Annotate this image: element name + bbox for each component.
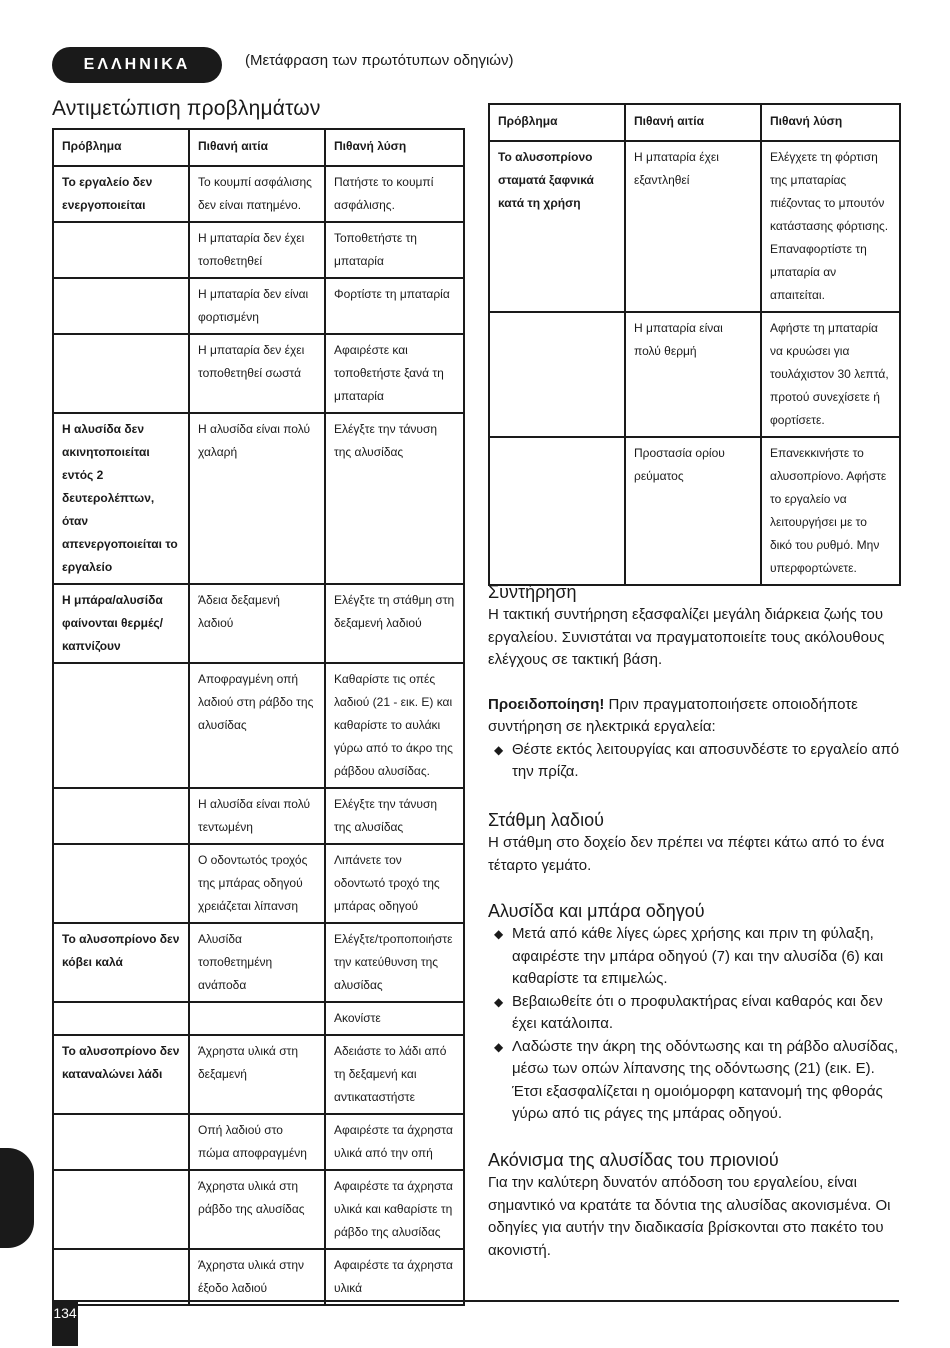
problem-cell: [53, 663, 189, 788]
problem-cell: Το αλυσοπρίονο δεν κόβει καλά: [53, 923, 189, 1002]
solution-cell: Αφαιρέστε τα άχρηστα υλικά και καθαρίστε τη ράβδο της αλυσίδας: [325, 1170, 464, 1249]
solution-cell: Ελέγξτε την τάνυση της αλυσίδας: [325, 788, 464, 844]
sharpening-text: Για την καλύτερη δυνατόν απόδοση του εργαλείου, είναι σημαντικό να κρατάτε τα δόντια της αλυσίδας ακονισμένα. Οι οδηγίες για αυτήν την διαδικασία βρίσκονται στο πακέτο του ακονιστή.: [488, 1174, 891, 1259]
solution-cell: Ελέγχετε τη φόρτιση της μπαταρίας πιέζοντας το μπουτόν κατάστασης φόρτισης. Επαναφορτίστε τη μπαταρία αν απαιτείται.: [761, 141, 900, 312]
solution-cell: Ελέγξτε/τροποποιήστε την κατεύθυνση της αλυσίδας: [325, 923, 464, 1002]
problem-cell: [53, 1249, 189, 1305]
solution-cell: Φορτίστε τη μπαταρία: [325, 278, 464, 334]
maintenance-intro: Η τακτική συντήρηση εξασφαλίζει μεγάλη διάρκεια ζωής του εργαλείου. Συνιστάται να πραγματοποιείτε τους ακόλουθους ελέγχους σε τακτική βάση.: [488, 606, 885, 668]
cause-cell: Άδεια δεξαμενή λαδιού: [189, 584, 325, 663]
solution-cell: Πατήστε το κουμπί ασφάλισης.: [325, 166, 464, 222]
solution-cell: Αφήστε τη μπαταρία να κρυώσει για τουλάχιστον 30 λεπτά, προτού συνεχίσετε ή φορτίσετε.: [761, 312, 900, 437]
table-row: [489, 437, 900, 585]
cause-cell: Άχρηστα υλικά στη ράβδο της αλυσίδας: [189, 1170, 325, 1249]
chain-bar-section: [488, 899, 900, 1126]
diamond-bullet-icon: ◆: [494, 742, 504, 757]
cause-cell: Άχρηστα υλικά στην έξοδο λαδιού: [189, 1249, 325, 1305]
sharpening-title: Ακόνισμα της αλυσίδας του πριονιού: [488, 1150, 779, 1170]
solution-cell: Αφαιρέστε και τοποθετήστε ξανά τη μπαταρία: [325, 334, 464, 413]
table-row: [489, 141, 900, 312]
maintenance-section: [488, 580, 900, 784]
table-row: [53, 584, 464, 663]
troubleshooting-table-left-body: [53, 166, 464, 1305]
list-item: ◆ Λαδώστε την άκρη της οδόντωσης και τη ράβδο αλυσίδας, μέσω των οπών λίπανσης της οδόντωσης (21) (εικ. E). Έτσι εξασφαλίζεται η ομοιόμορφη κατανομή της φθοράς γύρω από τις ράγες της μπάρας οδηγού.: [494, 1037, 899, 1122]
solution-cell: Ακονίστε: [325, 1002, 464, 1035]
problem-cell: Το αλυσοπρίονο δεν καταναλώνει λάδι: [53, 1035, 189, 1114]
column-header-problem: Πρόβλημα: [489, 104, 625, 141]
solution-cell: Αδειάστε το λάδι από τη δεξαμενή και αντικαταστήστε: [325, 1035, 464, 1114]
table-row: [53, 923, 464, 1002]
problem-cell: [53, 788, 189, 844]
cause-cell: Η μπαταρία δεν είναι φορτισμένη: [189, 278, 325, 334]
oil-level-text: Η στάθμη στο δοχείο δεν πρέπει να πέφτει κάτω από το ένα τέταρτο γεμάτο.: [488, 834, 885, 874]
table-row: [53, 1002, 464, 1035]
cause-cell: Η αλυσίδα είναι πολύ χαλαρή: [189, 413, 325, 584]
problem-cell: [489, 437, 625, 585]
diamond-bullet-icon: ◆: [494, 994, 504, 1009]
solution-cell: Ελέγξτε την τάνυση της αλυσίδας: [325, 413, 464, 584]
cause-cell: Η μπαταρία δεν έχει τοποθετηθεί: [189, 222, 325, 278]
solution-cell: Τοποθετήστε τη μπαταρία: [325, 222, 464, 278]
table-row: [53, 1170, 464, 1249]
column-header-solution: Πιθανή λύση: [325, 129, 464, 166]
footer-divider: [52, 1300, 899, 1302]
table-row: [53, 278, 464, 334]
table-row: [53, 1035, 464, 1114]
troubleshooting-table-right-body: [489, 141, 900, 585]
list-item: ◆ Θέστε εκτός λειτουργίας και αποσυνδέστε το εργαλείο από την πρίζα.: [494, 740, 900, 780]
problem-cell: Το αλυσοπρίονο σταματά ξαφνικά κατά τη χρήση: [489, 141, 625, 312]
problem-cell: Το εργαλείο δεν ενεργοποιείται: [53, 166, 189, 222]
column-header-solution: Πιθανή λύση: [761, 104, 900, 141]
table-row: [53, 1114, 464, 1170]
column-header-cause: Πιθανή αιτία: [625, 104, 761, 141]
problem-cell: [53, 1114, 189, 1170]
table-row: [53, 663, 464, 788]
oil-level-title: Στάθμη λαδιού: [488, 810, 604, 830]
table-row: [53, 413, 464, 584]
cause-cell: Η μπαταρία έχει εξαντληθεί: [625, 141, 761, 312]
solution-cell: Αφαιρέστε τα άχρηστα υλικά από την οπή: [325, 1114, 464, 1170]
diamond-bullet-icon: ◆: [494, 927, 504, 941]
page-number: 134: [52, 1302, 78, 1346]
warning-label: Προειδοποίηση!: [488, 695, 605, 713]
problem-cell: [489, 312, 625, 437]
cause-cell: Ο οδοντωτός τροχός της μπάρας οδηγού χρειάζεται λίπανση: [189, 844, 325, 923]
cause-cell: [189, 1002, 325, 1035]
chain-bar-title: Αλυσίδα και μπάρα οδηγού: [488, 901, 705, 921]
troubleshooting-table-left: [52, 128, 465, 1306]
cause-cell: Η μπαταρία είναι πολύ θερμή: [625, 312, 761, 437]
maintenance-warning: [488, 694, 900, 739]
problem-cell: [53, 278, 189, 334]
problem-cell: [53, 1002, 189, 1035]
problem-cell: [53, 844, 189, 923]
problem-cell: Η αλυσίδα δεν ακινητοποιείται εντός 2 δευτερολέπτων, όταν απενεργοποιείται το εργαλείο: [53, 413, 189, 584]
solution-cell: Επανεκκινήστε το αλυσοπρίονο. Αφήστε το εργαλείο να λειτουργήσει με το δικό του ρυθμό. Μην υπερφορτώνετε.: [761, 437, 900, 585]
table-row: [53, 166, 464, 222]
cause-cell: Η μπαταρία δεν έχει τοποθετηθεί σωστά: [189, 334, 325, 413]
sharpening-section: [488, 1148, 900, 1262]
cause-cell: Το κουμπί ασφάλισης δεν είναι πατημένο.: [189, 166, 325, 222]
solution-cell: Ελέγξτε τη στάθμη στη δεξαμενή λαδιού: [325, 584, 464, 663]
warning-text: Πριν πραγματοποιήσετε οποιοδήποτε συντήρηση σε ηλεκτρικά εργαλεία:: [488, 695, 858, 735]
table-row: [53, 334, 464, 413]
warning-list: [488, 739, 900, 784]
cause-cell: Αλυσίδα τοποθετημένη ανάποδα: [189, 923, 325, 1002]
problem-cell: Η μπάρα/αλυσίδα φαίνονται θερμές/ καπνίζουν: [53, 584, 189, 663]
diamond-bullet-icon: ◆: [494, 1039, 504, 1054]
troubleshooting-title: Αντιμετώπιση προβλημάτων: [52, 97, 321, 120]
problem-cell: [53, 1170, 189, 1249]
column-header-cause: Πιθανή αιτία: [189, 129, 325, 166]
problem-cell: [53, 334, 189, 413]
problem-cell: [53, 222, 189, 278]
list-item: ◆ Βεβαιωθείτε ότι ο προφυλακτήρας είναι καθαρός και δεν έχει κατάλοιπα.: [494, 992, 883, 1032]
cause-cell: Οπή λαδιού στο πώμα αποφραγμένη: [189, 1114, 325, 1170]
solution-cell: Καθαρίστε τις οπές λαδιού (21 - εικ. E) και καθαρίστε το αυλάκι γύρω από το άκρο της ράβδου αλυσίδας.: [325, 663, 464, 788]
table-header-row: [489, 104, 900, 141]
table-row: [53, 1249, 464, 1305]
side-tab-marker: [0, 1148, 34, 1248]
solution-cell: Λιπάνετε τον οδοντωτό τροχό της μπάρας οδηγού: [325, 844, 464, 923]
cause-cell: Προστασία ορίου ρεύματος: [625, 437, 761, 585]
maintenance-title: Συντήρηση: [488, 582, 577, 602]
cause-cell: Η αλυσίδα είναι πολύ τεντωμένη: [189, 788, 325, 844]
language-badge: ΕΛΛΗΝΙΚΑ: [52, 47, 222, 83]
table-row: [489, 312, 900, 437]
cause-cell: Αποφραγμένη οπή λαδιού στη ράβδο της αλυσίδας: [189, 663, 325, 788]
solution-cell: Αφαιρέστε τα άχρηστα υλικά: [325, 1249, 464, 1305]
column-header-problem: Πρόβλημα: [53, 129, 189, 166]
table-row: [53, 788, 464, 844]
cause-cell: Άχρηστα υλικά στη δεξαμενή: [189, 1035, 325, 1114]
chain-bar-list: [488, 923, 900, 1126]
table-header-row: [53, 129, 464, 166]
troubleshooting-table-right: [488, 103, 901, 586]
oil-level-section: [488, 808, 900, 877]
table-row: [53, 844, 464, 923]
list-item: ◆ Μετά από κάθε λίγες ώρες χρήσης και πριν τη φύλαξη, αφαιρέστε την μπάρα οδηγού (7) και την αλυσίδα (6) και καθαρίστε τα επιμελώς.: [494, 925, 884, 987]
translation-note: (Μετάφραση των πρωτότυπων οδηγιών): [245, 52, 514, 69]
table-row: [53, 222, 464, 278]
